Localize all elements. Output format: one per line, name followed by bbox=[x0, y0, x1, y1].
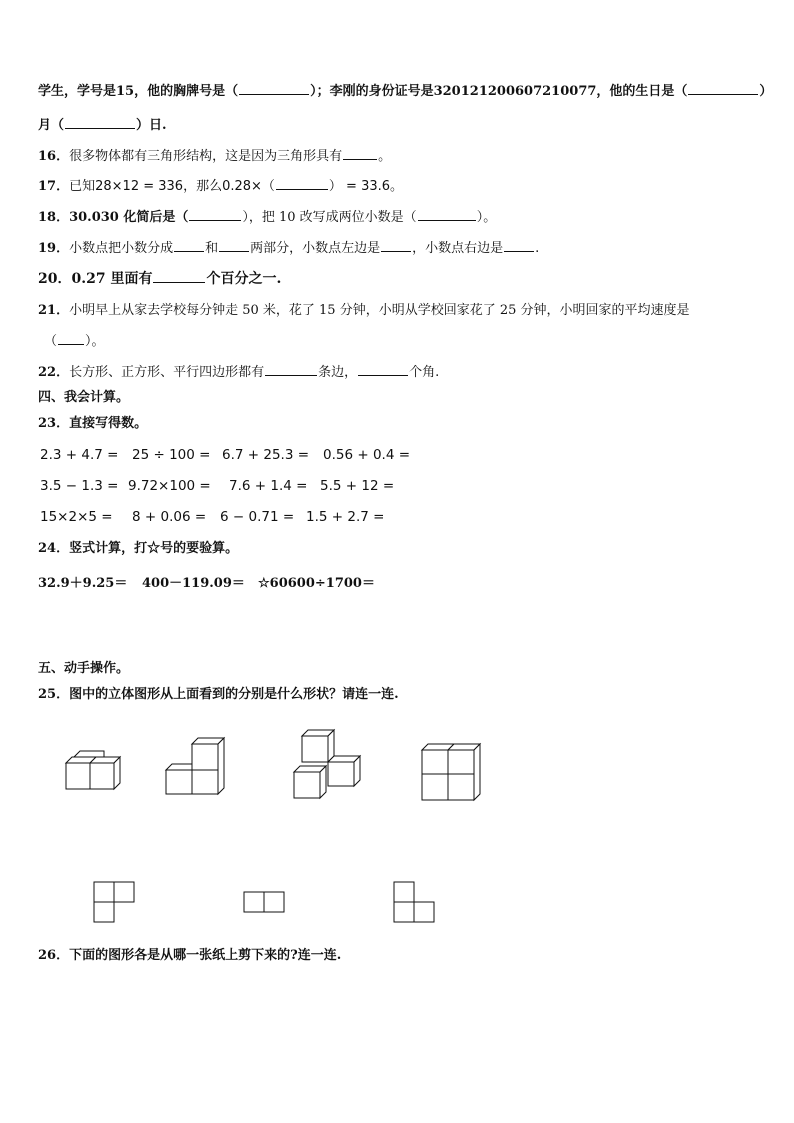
solid-figure-1 bbox=[60, 745, 130, 795]
q15-blank-day[interactable] bbox=[65, 116, 135, 129]
q19-blank-1[interactable] bbox=[174, 239, 204, 252]
solid-figure-3 bbox=[288, 728, 366, 800]
calc-r3c4: 1.5 + 2.7 = bbox=[306, 509, 385, 525]
question-21-line1: 21．小明早上从家去学校每分钟走 50 米，花了 15 分钟，小明从学校回家花了 25 分钟，小明回家的平均速度是 bbox=[38, 303, 690, 318]
solid-figure-2 bbox=[160, 732, 230, 798]
calc-r3c2: 8 + 0.06 = bbox=[132, 509, 207, 525]
calc-r2c3: 7.6 + 1.4 = bbox=[229, 478, 308, 494]
calc-r2c1: 3.5 − 1.3 = bbox=[40, 478, 119, 494]
question-26-title: 26．下面的图形各是从哪一张纸上剪下来的?连一连. bbox=[38, 948, 342, 963]
calc-r1c2: 25 ÷ 100 = bbox=[132, 447, 211, 463]
calc-r1c3: 6.7 + 25.3 = bbox=[222, 447, 310, 463]
question-20: 20．0.27 里面有 个百分之一. bbox=[38, 271, 282, 287]
calc-r2c4: 5.5 + 12 = bbox=[320, 478, 395, 494]
question-24-title: 24．竖式计算，打☆号的要验算。 bbox=[38, 541, 239, 556]
question-21-line2: （ ）。 bbox=[44, 334, 105, 349]
calc-r2c2: 9.72×100 = bbox=[128, 478, 211, 494]
q20-blank[interactable] bbox=[153, 270, 205, 283]
vertical-calc-1: 32.9＋9.25＝ bbox=[38, 576, 128, 591]
top-view-1 bbox=[92, 880, 138, 924]
q15-line1: 学生，学号是15，他的胸牌号是（ ）；李刚的身份证号是320121200607210077，他的生日是（ ） bbox=[38, 84, 773, 99]
section-4-heading: 四、我会计算。 bbox=[38, 390, 130, 405]
q15-blank-month[interactable] bbox=[688, 82, 758, 95]
q19-blank-4[interactable] bbox=[504, 239, 534, 252]
calc-r1c4: 0.56 + 0.4 = bbox=[323, 447, 411, 463]
question-18: 18．30.030 化简后是（ ），把 10 改写成两位小数是（ ）。 bbox=[38, 210, 497, 225]
vertical-calc-3: ☆60600÷1700＝ bbox=[258, 576, 375, 591]
q15-line2: 月（ ）日. bbox=[38, 118, 167, 133]
calc-r1c1: 2.3 + 4.7 = bbox=[40, 447, 119, 463]
q19-blank-3[interactable] bbox=[381, 239, 411, 252]
question-16: 16．很多物体都有三角形结构，这是因为三角形具有 。 bbox=[38, 149, 392, 164]
q19-blank-2[interactable] bbox=[219, 239, 249, 252]
top-view-3 bbox=[392, 880, 438, 924]
q15-blank-badge[interactable] bbox=[239, 82, 309, 95]
solid-figure-4 bbox=[418, 738, 484, 804]
section-5-heading: 五、动手操作。 bbox=[38, 661, 130, 676]
top-view-2 bbox=[242, 890, 288, 914]
question-23-title: 23．直接写得数。 bbox=[38, 416, 148, 431]
calc-r3c3: 6 − 0.71 = bbox=[220, 509, 295, 525]
question-25-title: 25．图中的立体图形从上面看到的分别是什么形状？请连一连. bbox=[38, 687, 399, 702]
q17-blank[interactable] bbox=[276, 177, 328, 190]
vertical-calc-2: 400－119.09＝ bbox=[142, 576, 245, 591]
calc-r3c1: 15×2×5 = bbox=[40, 509, 113, 525]
q22-blank-2[interactable] bbox=[358, 363, 408, 376]
question-22: 22．长方形、正方形、平行四边形都有 条边， 个角. bbox=[38, 365, 440, 380]
q18-blank-2[interactable] bbox=[418, 208, 476, 221]
q16-blank[interactable] bbox=[343, 147, 377, 160]
question-17: 17．已知28×12 = 336，那么0.28×（ ） = 33.6。 bbox=[38, 179, 404, 194]
q22-blank-1[interactable] bbox=[265, 363, 317, 376]
q18-blank-1[interactable] bbox=[189, 208, 241, 221]
q21-blank[interactable] bbox=[58, 332, 84, 345]
question-19: 19．小数点把小数分成 和 两部分，小数点左边是 ，小数点右边是 . bbox=[38, 241, 540, 256]
